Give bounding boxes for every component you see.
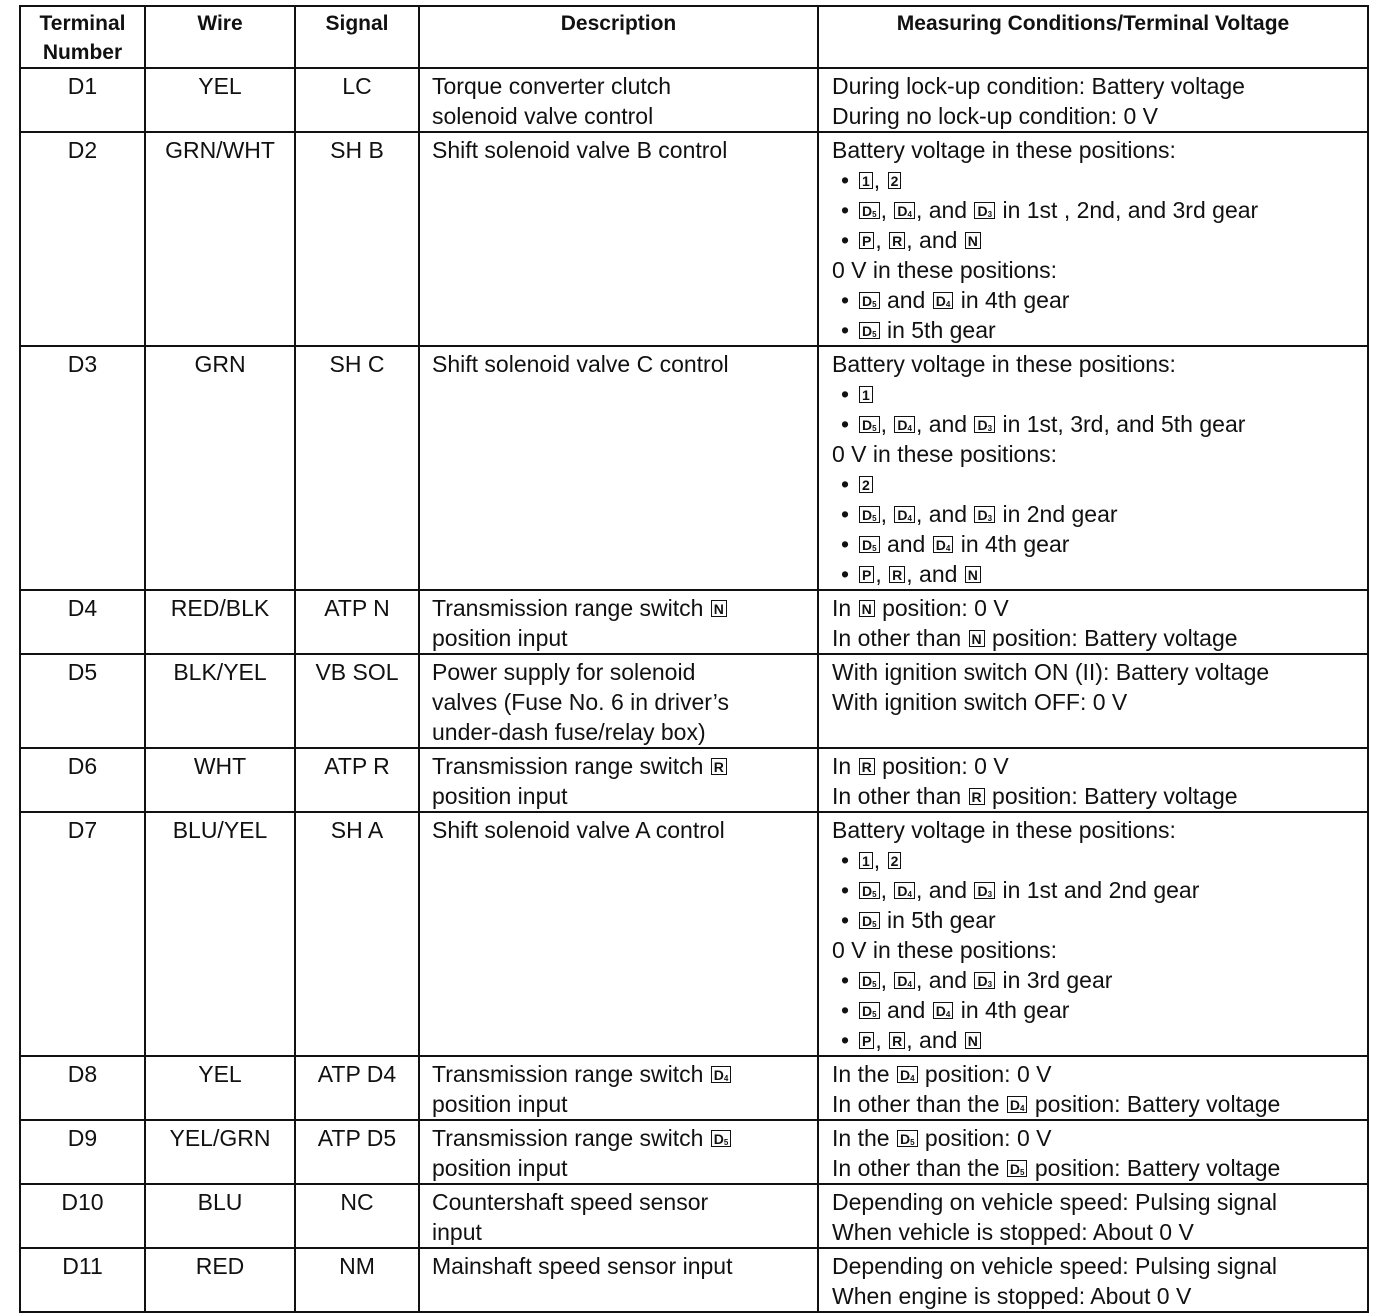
bullet-dot-icon: •: [840, 411, 850, 437]
description-line: Countershaft speed sensor: [432, 1189, 709, 1215]
position-d3-icon: $D_3$: [974, 882, 995, 899]
description-cell: [419, 68, 818, 132]
terminal-number-cell: D8: [20, 1056, 145, 1120]
position-r-icon: R: [889, 566, 905, 583]
position-d5-icon: $D_5$: [1007, 1160, 1028, 1177]
description-cell: [419, 132, 818, 346]
position-n-icon: N: [859, 600, 875, 617]
description-cell: [419, 1184, 818, 1248]
terminal-number-cell: D4: [20, 590, 145, 654]
terminal-number-cell: D9: [20, 1120, 145, 1184]
description-cell: [419, 346, 818, 590]
signal-cell: SH A: [295, 812, 419, 1056]
description-line: position input: [432, 1091, 568, 1117]
position-d3-icon: $D_3$: [974, 972, 995, 989]
condition-line: With ignition switch OFF: 0 V: [832, 689, 1128, 715]
bullet-dot-icon: •: [840, 531, 850, 557]
condition-line: In other than the $D_4$ position: Battery voltage: [832, 1091, 1281, 1117]
condition-bullet: [832, 469, 1363, 499]
position-d4-icon: $D_4$: [933, 536, 954, 553]
position-d4-icon: $D_4$: [894, 416, 915, 433]
conditions-cell: [818, 812, 1368, 1056]
position-d4-icon: $D_4$: [894, 882, 915, 899]
terminal-number-cell: D1: [20, 68, 145, 132]
bullet-dot-icon: •: [840, 561, 850, 587]
conditions-cell: [818, 1184, 1368, 1248]
bullet-dot-icon: •: [840, 907, 850, 933]
table-row: [20, 812, 1368, 1056]
condition-line: In N position: 0 V: [832, 595, 1009, 621]
wire-cell: YEL/GRN: [145, 1120, 295, 1184]
description-line: Shift solenoid valve C control: [432, 351, 729, 377]
position-n-icon: N: [965, 566, 981, 583]
condition-line: In the $D_5$ position: 0 V: [832, 1125, 1052, 1151]
position-r-icon: R: [969, 788, 985, 805]
condition-line: Battery voltage in these positions:: [832, 817, 1176, 843]
position-1-icon: 1: [859, 386, 873, 403]
bullet-dot-icon: •: [840, 471, 850, 497]
description-cell: [419, 1120, 818, 1184]
bullet-dot-icon: •: [840, 167, 850, 193]
description-line: Transmission range switch R: [432, 751, 811, 781]
description-line: position input: [432, 783, 568, 809]
condition-bullet: • $D_5$ and $D_4$ in 4th gear: [832, 995, 1363, 1025]
terminal-number-cell: D6: [20, 748, 145, 812]
wire-cell: RED/BLK: [145, 590, 295, 654]
terminal-number-cell: D7: [20, 812, 145, 1056]
position-n-icon: N: [965, 232, 981, 249]
description-line: Shift solenoid valve B control: [432, 137, 728, 163]
position-d4-icon: $D_4$: [894, 972, 915, 989]
wire-cell: GRN: [145, 346, 295, 590]
position-d5-icon: $D_5$: [859, 536, 880, 553]
description-line: Transmission range switch $D_5$: [432, 1123, 811, 1153]
wire-cell: BLU/YEL: [145, 812, 295, 1056]
header-description: Description: [419, 6, 818, 68]
condition-line: In other than the $D_5$ position: Battery voltage: [832, 1155, 1281, 1181]
position-d4-icon: $D_4$: [894, 202, 915, 219]
header-measuring-conditions: Measuring Conditions/Terminal Voltage: [818, 6, 1368, 68]
condition-bullet: • P , R , and N: [832, 225, 1363, 255]
conditions-cell: [818, 748, 1368, 812]
condition-bullet: • P , R , and N: [832, 559, 1363, 589]
condition-bullet: • $D_5$ , $D_4$ , and $D_3$ in 3rd gear: [832, 965, 1363, 995]
condition-bullet: • $D_5$ , $D_4$ , and $D_3$ in 1st, 3rd, and 5th gear: [832, 409, 1363, 439]
wire-cell: YEL: [145, 1056, 295, 1120]
condition-line: Battery voltage in these positions:: [832, 137, 1176, 163]
position-d4-icon: $D_4$: [894, 506, 915, 523]
position-d3-icon: $D_3$: [974, 202, 995, 219]
condition-bullet: [832, 379, 1363, 409]
description-line: Transmission range switch N: [432, 593, 811, 623]
bullet-dot-icon: •: [840, 381, 850, 407]
position-d3-icon: $D_3$: [974, 506, 995, 523]
condition-line: 0 V in these positions:: [832, 441, 1058, 467]
bullet-dot-icon: •: [840, 501, 850, 527]
terminal-number-cell: D5: [20, 654, 145, 748]
description-cell: [419, 812, 818, 1056]
position-d5-icon: $D_5$: [859, 416, 880, 433]
condition-bullet: • $D_5$ and $D_4$ in 4th gear: [832, 285, 1363, 315]
position-n-icon: N: [711, 600, 727, 617]
position-d5-icon: $D_5$: [859, 322, 880, 339]
bullet-dot-icon: •: [840, 877, 850, 903]
signal-cell: NC: [295, 1184, 419, 1248]
wire-cell: YEL: [145, 68, 295, 132]
wire-cell: BLK/YEL: [145, 654, 295, 748]
header-row: [20, 6, 1368, 68]
terminal-number-cell: D10: [20, 1184, 145, 1248]
position-p-icon: P: [859, 1032, 874, 1049]
signal-cell: VB SOL: [295, 654, 419, 748]
signal-cell: NM: [295, 1248, 419, 1312]
description-line: Shift solenoid valve A control: [432, 817, 725, 843]
bullet-dot-icon: •: [840, 317, 850, 343]
header-signal: Signal: [295, 6, 419, 68]
table-row: [20, 1120, 1368, 1184]
condition-bullet: • $D_5$ in 5th gear: [832, 905, 1363, 935]
description-line: Transmission range switch $D_4$: [432, 1059, 811, 1089]
conditions-cell: [818, 132, 1368, 346]
table-row: [20, 654, 1368, 748]
condition-bullet: • $D_5$ in 5th gear: [832, 315, 1363, 345]
wire-cell: RED: [145, 1248, 295, 1312]
description-line: Power supply for solenoid: [432, 659, 696, 685]
bullet-dot-icon: •: [840, 287, 850, 313]
position-n-icon: N: [969, 630, 985, 647]
terminal-voltage-table: [19, 5, 1369, 1313]
description-line: position input: [432, 625, 568, 651]
description-cell: [419, 1056, 818, 1120]
condition-line: With ignition switch ON (II): Battery voltage: [832, 659, 1270, 685]
description-line: solenoid valve control: [432, 103, 654, 129]
description-line: under-dash fuse/relay box): [432, 719, 706, 745]
description-line: position input: [432, 1155, 568, 1181]
position-1-icon: 1: [859, 172, 873, 189]
conditions-cell: [818, 654, 1368, 748]
condition-bullet: • 1 , 2: [832, 165, 1363, 195]
position-d4-icon: $D_4$: [711, 1066, 732, 1083]
table-body: [20, 68, 1368, 1312]
condition-line: In other than N position: Battery voltage: [832, 625, 1238, 651]
wire-cell: BLU: [145, 1184, 295, 1248]
signal-cell: SH B: [295, 132, 419, 346]
description-cell: [419, 590, 818, 654]
position-d3-icon: $D_3$: [974, 416, 995, 433]
condition-line: When engine is stopped: About 0 V: [832, 1283, 1192, 1309]
conditions-cell: [818, 1056, 1368, 1120]
bullet-dot-icon: •: [840, 847, 850, 873]
position-1-icon: 1: [859, 852, 873, 869]
condition-bullet: • $D_5$ , $D_4$ , and $D_3$ in 1st and 2nd gear: [832, 875, 1363, 905]
condition-line: Battery voltage in these positions:: [832, 351, 1176, 377]
position-n-icon: N: [965, 1032, 981, 1049]
position-d5-icon: $D_5$: [897, 1130, 918, 1147]
description-cell: [419, 1248, 818, 1312]
conditions-cell: [818, 590, 1368, 654]
bullet-dot-icon: •: [840, 197, 850, 223]
signal-cell: ATP D4: [295, 1056, 419, 1120]
conditions-cell: [818, 1248, 1368, 1312]
terminal-number-cell: D11: [20, 1248, 145, 1312]
condition-bullet: • P , R , and N: [832, 1025, 1363, 1055]
position-d4-icon: $D_4$: [1007, 1096, 1028, 1113]
condition-line: In other than R position: Battery voltage: [832, 783, 1238, 809]
conditions-cell: [818, 68, 1368, 132]
position-d4-icon: $D_4$: [897, 1066, 918, 1083]
condition-line: Depending on vehicle speed: Pulsing signal: [832, 1189, 1277, 1215]
table-row: [20, 590, 1368, 654]
bullet-dot-icon: •: [840, 1027, 850, 1053]
table-row: [20, 68, 1368, 132]
condition-bullet: • $D_5$ , $D_4$ , and $D_3$ in 1st , 2nd, and 3rd gear: [832, 195, 1363, 225]
conditions-cell: [818, 346, 1368, 590]
description-cell: [419, 748, 818, 812]
position-r-icon: R: [889, 1032, 905, 1049]
condition-line: In R position: 0 V: [832, 753, 1009, 779]
position-d5-icon: $D_5$: [859, 972, 880, 989]
signal-cell: ATP N: [295, 590, 419, 654]
condition-bullet: • $D_5$ , $D_4$ , and $D_3$ in 2nd gear: [832, 499, 1363, 529]
position-d5-icon: $D_5$: [859, 912, 880, 929]
table-row: [20, 1056, 1368, 1120]
signal-cell: ATP R: [295, 748, 419, 812]
position-p-icon: P: [859, 566, 874, 583]
table-row: [20, 346, 1368, 590]
position-d4-icon: $D_4$: [933, 292, 954, 309]
condition-line: During lock-up condition: Battery voltage: [832, 73, 1245, 99]
terminal-number-cell: D3: [20, 346, 145, 590]
condition-line: In the $D_4$ position: 0 V: [832, 1061, 1052, 1087]
position-r-icon: R: [711, 758, 727, 775]
signal-cell: ATP D5: [295, 1120, 419, 1184]
wire-cell: GRN/WHT: [145, 132, 295, 346]
signal-cell: LC: [295, 68, 419, 132]
description-line: Mainshaft speed sensor input: [432, 1253, 733, 1279]
table-row: [20, 748, 1368, 812]
position-2-icon: 2: [859, 476, 873, 493]
condition-line: Depending on vehicle speed: Pulsing signal: [832, 1253, 1277, 1279]
terminal-number-cell: D2: [20, 132, 145, 346]
table-row: [20, 1184, 1368, 1248]
bullet-dot-icon: •: [840, 967, 850, 993]
position-d5-icon: $D_5$: [859, 202, 880, 219]
position-d5-icon: $D_5$: [859, 506, 880, 523]
header-wire: Wire: [145, 6, 295, 68]
condition-bullet: • $D_5$ and $D_4$ in 4th gear: [832, 529, 1363, 559]
position-d5-icon: $D_5$: [859, 1002, 880, 1019]
header-terminal-number: Terminal Number: [20, 6, 145, 68]
table-row: [20, 1248, 1368, 1312]
condition-line: 0 V in these positions:: [832, 937, 1058, 963]
condition-bullet: • 1 , 2: [832, 845, 1363, 875]
condition-line: When vehicle is stopped: About 0 V: [832, 1219, 1194, 1245]
description-cell: [419, 654, 818, 748]
description-line: input: [432, 1219, 482, 1245]
position-d5-icon: $D_5$: [859, 292, 880, 309]
position-r-icon: R: [889, 232, 905, 249]
signal-cell: SH C: [295, 346, 419, 590]
bullet-dot-icon: •: [840, 997, 850, 1023]
position-d5-icon: $D_5$: [711, 1130, 732, 1147]
table-row: [20, 132, 1368, 346]
description-line: Torque converter clutch: [432, 73, 672, 99]
wire-cell: WHT: [145, 748, 295, 812]
position-d5-icon: $D_5$: [859, 882, 880, 899]
position-2-icon: 2: [888, 852, 902, 869]
description-line: valves (Fuse No. 6 in driver’s: [432, 689, 729, 715]
condition-line: During no lock-up condition: 0 V: [832, 103, 1159, 129]
position-2-icon: 2: [888, 172, 902, 189]
conditions-cell: [818, 1120, 1368, 1184]
position-p-icon: P: [859, 232, 874, 249]
condition-line: 0 V in these positions:: [832, 257, 1058, 283]
position-d4-icon: $D_4$: [933, 1002, 954, 1019]
position-r-icon: R: [859, 758, 875, 775]
bullet-dot-icon: •: [840, 227, 850, 253]
